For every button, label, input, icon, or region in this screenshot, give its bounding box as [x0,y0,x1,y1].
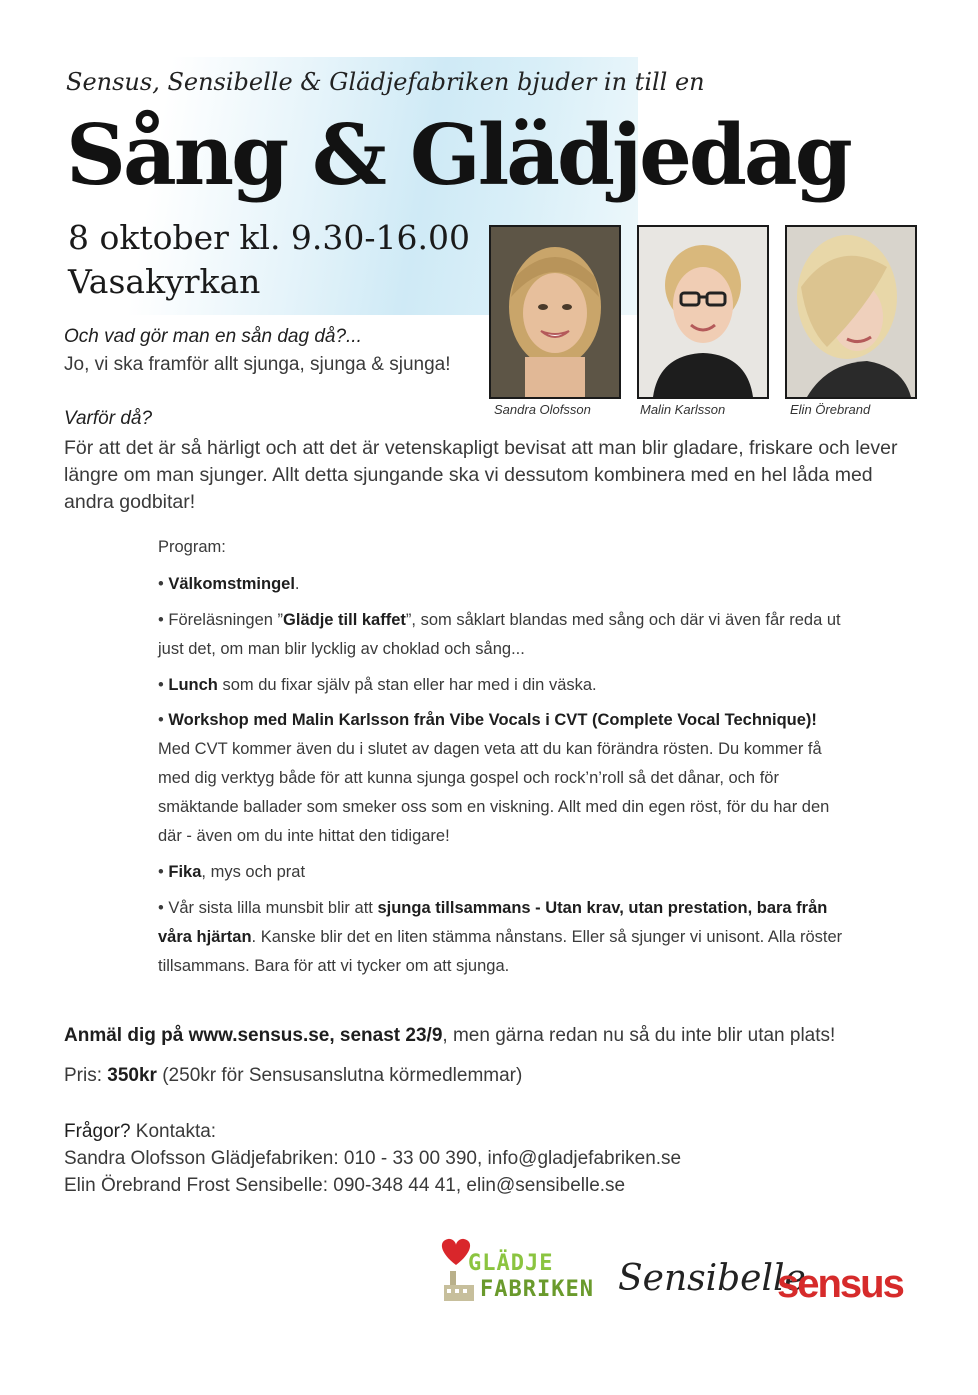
program-item-workshop: • Workshop med Malin Karlsson från Vibe Vocals i CVT (Complete Vocal Technique)! Med CVT kommer även du i slutet av dagen veta att du kan förändra rösten. Du kommer få med dig verktyg både för att kunna sjunga gospel och rock’n’roll så det dånar, och för smäktande ballader som smeker oss som en viskning. Allt med din egen röst, för du har den där - även om du inte hittat den tidigare! [158,711,830,845]
answer-what: Jo, vi ska framför allt sjunga, sjunga & sjunga! [64,354,451,375]
invite-subtitle: Sensus, Sensibelle & Glädjefabriken bjuder in till en [66,68,705,96]
bullet: • [158,611,169,629]
caption-elin: Elin Örebrand [790,402,871,417]
program-label: Program: [158,538,226,556]
program-item-welcome: • Välkomstmingel. [158,575,300,593]
sensibelle-logo: Sensibelle [618,1258,806,1299]
signup-link[interactable]: Anmäl dig på www.sensus.se, senast 23/9 [64,1025,443,1046]
answer-why: För att det är så härligt och att det är vetenskapligt bevisat att man blir gladare, friskare och lever längre om man sjunger. Allt detta sjungande ska vi dessutom kombinera med en hel låda med andra godbitar! [64,437,898,513]
bullet: • [158,711,169,729]
contact-sandra: Sandra Olofsson Glädjefabriken: 010 - 33 00 390, info@gladjefabriken.se [64,1148,682,1169]
event-title: Sång & Glädjedag [66,106,850,204]
program-item-sing-together: • Vår sista lilla munsbit blir att sjunga tillsammans - Utan krav, utan prestation, bara från våra hjärtan. Kanske blir det en liten stämma nånstans. Eller så sjunger vi unisont. Alla röster tillsammans. Bara för att vi tycker om att sjunga. [158,899,843,975]
photo-sandra-olofsson [489,225,621,399]
photo-elin-orebrand [785,225,917,399]
gladjefabriken-logo: GLÄDJE FABRIKEN [436,1237,586,1305]
photo-malin-karlsson [637,225,769,399]
contact-block: Frågor? Kontakta: Sandra Olofsson Glädjefabriken: 010 - 33 00 390, info@gladjefabriken.se Elin Örebrand Frost Sensibelle: 090-348 44 41, elin@sensibelle.se [64,1118,681,1199]
bullet: • [158,899,169,917]
program-item-fika: • Fika, mys och prat [158,863,306,881]
contact-question: Frågor? [64,1121,131,1142]
sensus-logo: sensus [777,1262,903,1306]
question-what: Och vad gör man en sån dag då?... [64,326,362,347]
caption-sandra: Sandra Olofsson [494,402,591,417]
bullet: • [158,863,169,881]
event-venue: Vasakyrkan [68,262,261,301]
bullet: • [158,575,169,593]
event-date-time: 8 oktober kl. 9.30-16.00 [68,218,471,257]
caption-malin: Malin Karlsson [640,402,726,417]
program-item-lecture: • Föreläsningen ”Glädje till kaffet”, som såklart blandas med sång och där vi även får reda ut just det, om man blir lycklig av choklad och sång... [158,611,841,658]
question-why: Varför då? [64,408,153,429]
contact-elin: Elin Örebrand Frost Sensibelle: 090-348 44 41, elin@sensibelle.se [64,1175,626,1196]
signup-text: Anmäl dig på www.sensus.se, senast 23/9, men gärna redan nu så du inte blir utan plats! [64,1025,836,1046]
price-text: Pris: 350kr (250kr för Sensusanslutna körmedlemmar) [64,1065,523,1086]
program-item-lunch: • Lunch som du fixar själv på stan eller har med i din väska. [158,676,597,694]
bullet: • [158,676,169,694]
